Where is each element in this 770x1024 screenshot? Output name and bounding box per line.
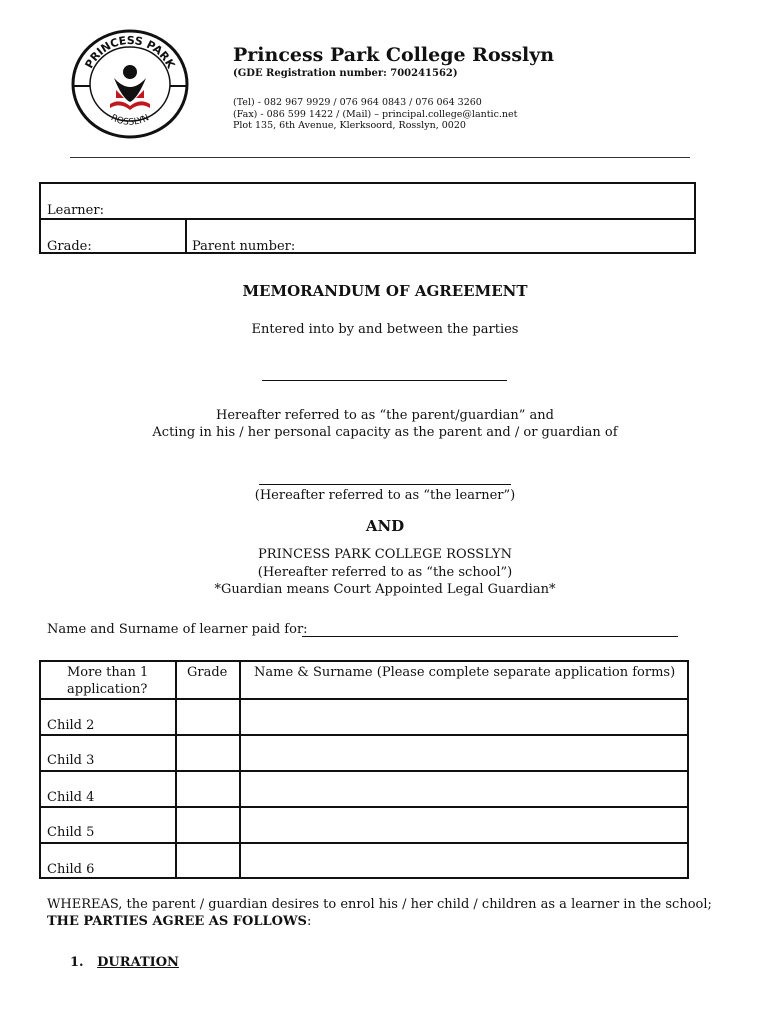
learner-paid-for-label: Name and Surname of learner paid for: <box>47 622 308 637</box>
header-divider <box>70 157 690 158</box>
registration-number: (GDE Registration number: 700241562) <box>233 68 458 79</box>
table-header-application: application? <box>67 682 148 697</box>
school-reference-text: (Hereafter referred to as “the school”) <box>257 565 513 580</box>
learner-label: Learner: <box>47 203 104 218</box>
logo-text-top: PRINCESS PARK <box>82 33 178 71</box>
parties-agree-heading: THE PARTIES AGREE AS FOLLOWS <box>47 914 307 929</box>
fax-mail-line: (Fax) - 086 599 1422 / (Mail) – principal.college@lantic.net <box>233 109 518 120</box>
parent-reference-text: Hereafter referred to as “the parent/guardian” and <box>216 408 554 423</box>
parent-number-label: Parent number: <box>192 239 296 254</box>
whereas-clause: WHEREAS, the parent / guardian desires to enrol his / her child / children as a learner in the school; <box>47 897 712 912</box>
table-header-more-than-one: More than 1 <box>67 665 149 680</box>
table-row-child-6: Child 6 <box>47 862 95 877</box>
grade-divider <box>185 220 187 254</box>
learner-info-box <box>39 182 696 254</box>
table-header-grade: Grade <box>187 665 228 680</box>
table-row-child-3: Child 3 <box>47 753 95 768</box>
agreement-title: MEMORANDUM OF AGREEMENT <box>242 282 528 300</box>
table-row-child-2: Child 2 <box>47 718 95 733</box>
parent-name-line[interactable] <box>262 380 507 381</box>
table-row-child-5: Child 5 <box>47 825 95 840</box>
section-1-heading <box>70 955 179 970</box>
table-row-child-4: Child 4 <box>47 790 95 805</box>
section-1-number: 1. <box>70 955 84 970</box>
parties-agree-line <box>47 914 311 929</box>
grade-label: Grade: <box>47 239 92 254</box>
learner-row[interactable] <box>41 184 694 220</box>
learner-paid-for-line[interactable] <box>302 636 678 637</box>
entered-into-text: Entered into by and between the parties <box>251 322 519 337</box>
school-logo <box>70 28 190 140</box>
parties-agree-colon: : <box>306 914 312 929</box>
table-header-name-surname: Name & Surname (Please complete separate application forms) <box>254 665 676 680</box>
address-line: Plot 135, 6th Avenue, Klerksoord, Rosslyn, 0020 <box>233 120 466 131</box>
children-table <box>39 660 689 879</box>
learner-name-line[interactable] <box>259 484 511 485</box>
learner-reference-text: (Hereafter referred to as “the learner”) <box>254 488 516 503</box>
school-name-upper: PRINCESS PARK COLLEGE ROSSLYN <box>258 547 512 562</box>
guardian-note: *Guardian means Court Appointed Legal Guardian* <box>214 582 556 597</box>
and-heading: AND <box>365 517 405 535</box>
school-name: Princess Park College Rosslyn <box>233 44 555 66</box>
telephone-line: (Tel) - 082 967 9929 / 076 964 0843 / 076 064 3260 <box>233 97 482 108</box>
logo-text-bottom: ROSSLYN <box>109 113 151 128</box>
section-1-title: DURATION <box>97 955 179 970</box>
acting-capacity-text: Acting in his / her personal capacity as the parent and / or guardian of <box>152 425 618 440</box>
